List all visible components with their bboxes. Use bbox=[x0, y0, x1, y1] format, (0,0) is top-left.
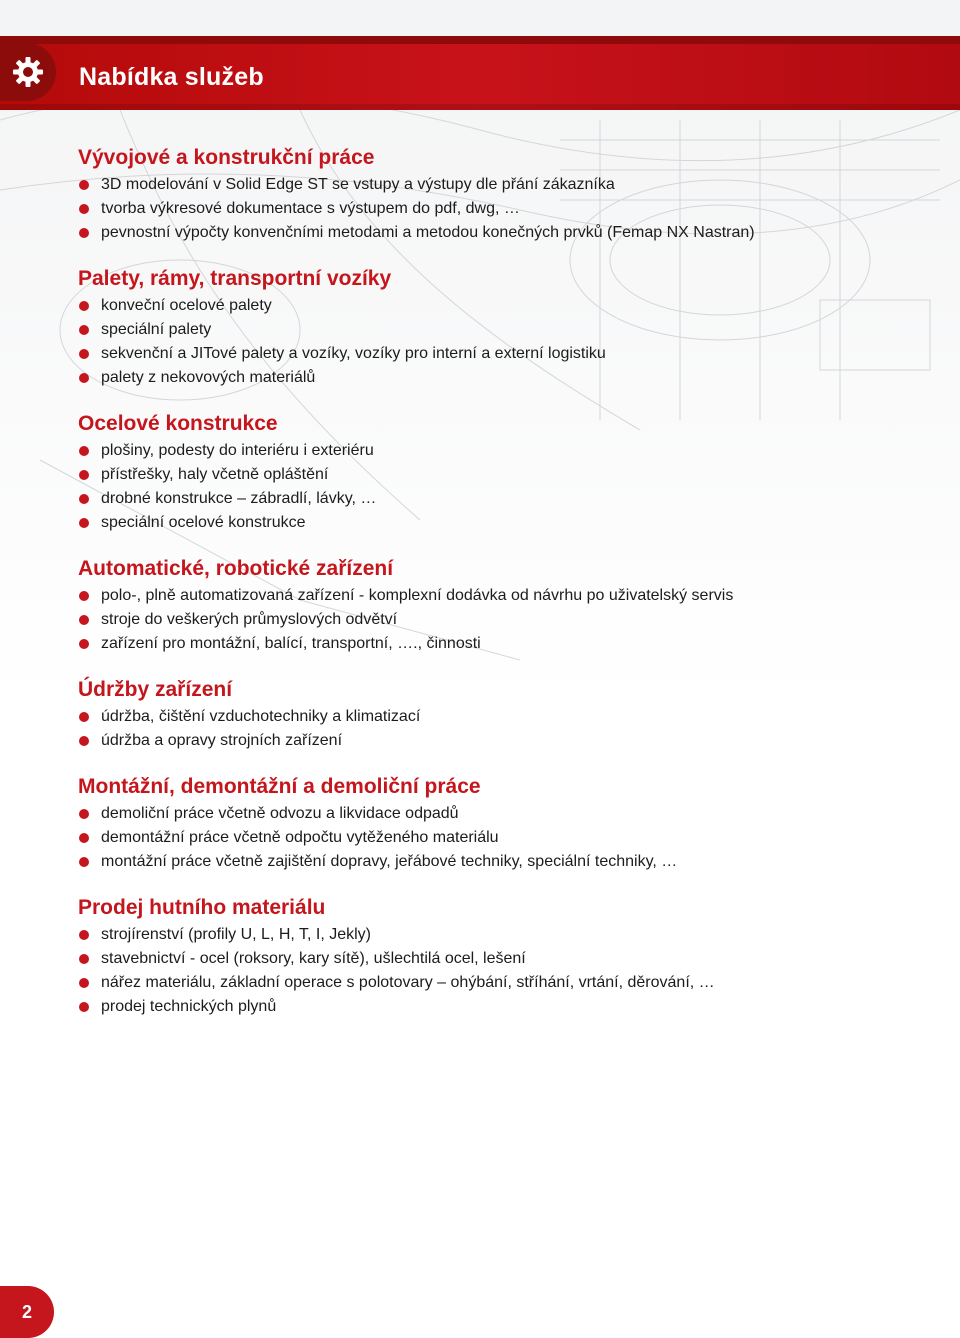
service-section bbox=[78, 266, 938, 390]
service-section bbox=[78, 895, 938, 1019]
bullet-icon bbox=[79, 228, 89, 238]
list-item-text: montážní práce včetně zajištění dopravy, jeřábové techniky, speciální techniky, … bbox=[101, 853, 678, 870]
page-number-badge bbox=[0, 1286, 54, 1338]
list-item-text: stavebnictví - ocel (roksory, kary sítě), ušlechtilá ocel, lešení bbox=[101, 950, 526, 967]
list-item-text: údržba, čištění vzduchotechniky a klimatizací bbox=[101, 708, 421, 725]
list-item-text: plošiny, podesty do interiéru i exteriéru bbox=[101, 442, 374, 459]
list-item bbox=[78, 826, 938, 850]
bullet-icon bbox=[79, 978, 89, 988]
bullet-icon bbox=[79, 301, 89, 311]
list-item-text: zařízení pro montážní, balící, transportní, …., činnosti bbox=[101, 635, 481, 652]
list-item bbox=[78, 366, 938, 390]
bullet-icon bbox=[79, 712, 89, 722]
list-item bbox=[78, 947, 938, 971]
section-heading: Údržby zařízení bbox=[78, 678, 233, 701]
list-item bbox=[78, 995, 938, 1019]
section-heading: Automatické, robotické zařízení bbox=[78, 557, 394, 580]
bullet-icon bbox=[79, 833, 89, 843]
list-item-text: speciální ocelové konstrukce bbox=[101, 514, 306, 531]
bullet-icon bbox=[79, 591, 89, 601]
bullet-icon bbox=[79, 736, 89, 746]
bullet-icon bbox=[79, 446, 89, 456]
list-item bbox=[78, 923, 938, 947]
list-item bbox=[78, 487, 938, 511]
list-item bbox=[78, 463, 938, 487]
service-list bbox=[78, 923, 938, 1019]
service-list bbox=[78, 584, 938, 656]
list-item-text: demontážní práce včetně odpočtu vytěženého materiálu bbox=[101, 829, 499, 846]
list-item-text: stroje do veškerých průmyslových odvětví bbox=[101, 611, 398, 628]
list-item-text: konveční ocelové palety bbox=[101, 297, 272, 314]
bullet-icon bbox=[79, 615, 89, 625]
list-item-text: demoliční práce včetně odvozu a likvidace odpadů bbox=[101, 805, 459, 822]
list-item bbox=[78, 197, 938, 221]
list-item-text: drobné konstrukce – zábradlí, lávky, … bbox=[101, 490, 377, 507]
list-item bbox=[78, 632, 938, 656]
gear-icon bbox=[12, 56, 44, 88]
services-content bbox=[78, 145, 938, 1040]
list-item-text: polo-, plně automatizovaná zařízení - komplexní dodávka od návrhu po uživatelský servis bbox=[101, 587, 734, 604]
list-item-text: tvorba výkresové dokumentace s výstupem do pdf, dwg, … bbox=[101, 200, 520, 217]
list-item bbox=[78, 971, 938, 995]
bullet-icon bbox=[79, 373, 89, 383]
list-item bbox=[78, 511, 938, 535]
list-item-text: údržba a opravy strojních zařízení bbox=[101, 732, 343, 749]
list-item-text: palety z nekovových materiálů bbox=[101, 369, 316, 386]
service-list bbox=[78, 705, 938, 753]
list-item-text: pevnostní výpočty konvenčními metodami a metodou konečných prvků (Femap NX Nastran) bbox=[101, 224, 755, 241]
list-item bbox=[78, 802, 938, 826]
bullet-icon bbox=[79, 1002, 89, 1012]
list-item bbox=[78, 729, 938, 753]
bullet-icon bbox=[79, 809, 89, 819]
list-item bbox=[78, 294, 938, 318]
page-title: Nabídka služeb bbox=[79, 63, 264, 91]
list-item bbox=[78, 850, 938, 874]
header-bottom-shade bbox=[0, 104, 960, 110]
list-item-text: sekvenční a JITové palety a vozíky, vozíky pro interní a externí logistiku bbox=[101, 345, 606, 362]
section-heading: Palety, rámy, transportní vozíky bbox=[78, 267, 392, 290]
list-item bbox=[78, 342, 938, 366]
service-list bbox=[78, 802, 938, 874]
list-item bbox=[78, 439, 938, 463]
bullet-icon bbox=[79, 639, 89, 649]
bullet-icon bbox=[79, 325, 89, 335]
list-item bbox=[78, 608, 938, 632]
bullet-icon bbox=[79, 930, 89, 940]
page-number: 2 bbox=[21, 1301, 32, 1322]
list-item-text: nářez materiálu, základní operace s polotovary – ohýbání, stříhání, vrtání, děrování, … bbox=[101, 974, 715, 991]
service-list bbox=[78, 439, 938, 535]
list-item-text: přístřešky, haly včetně opláštění bbox=[101, 466, 329, 483]
section-heading: Prodej hutního materiálu bbox=[78, 896, 326, 919]
bullet-icon bbox=[79, 470, 89, 480]
bullet-icon bbox=[79, 518, 89, 528]
service-section bbox=[78, 677, 938, 753]
bullet-icon bbox=[79, 494, 89, 504]
bullet-icon bbox=[79, 857, 89, 867]
list-item bbox=[78, 173, 938, 197]
bullet-icon bbox=[79, 204, 89, 214]
service-section bbox=[78, 145, 938, 245]
section-heading: Vývojové a konstrukční práce bbox=[78, 146, 375, 169]
bullet-icon bbox=[79, 954, 89, 964]
list-item bbox=[78, 221, 938, 245]
list-item bbox=[78, 318, 938, 342]
bullet-icon bbox=[79, 180, 89, 190]
list-item bbox=[78, 584, 938, 608]
bullet-icon bbox=[79, 349, 89, 359]
header-icon-tab bbox=[0, 43, 56, 101]
section-heading: Ocelové konstrukce bbox=[78, 412, 278, 435]
list-item bbox=[78, 705, 938, 729]
service-section bbox=[78, 556, 938, 656]
service-section bbox=[78, 774, 938, 874]
list-item-text: strojírenství (profily U, L, H, T, I, Jekly) bbox=[101, 926, 371, 943]
service-list bbox=[78, 294, 938, 390]
service-list bbox=[78, 173, 938, 245]
list-item-text: prodej technických plynů bbox=[101, 998, 277, 1015]
list-item-text: 3D modelování v Solid Edge ST se vstupy a výstupy dle přání zákazníka bbox=[101, 176, 615, 193]
list-item-text: speciální palety bbox=[101, 321, 212, 338]
header-top-stripe bbox=[0, 36, 960, 44]
service-section bbox=[78, 411, 938, 535]
section-heading: Montážní, demontážní a demoliční práce bbox=[78, 775, 481, 798]
